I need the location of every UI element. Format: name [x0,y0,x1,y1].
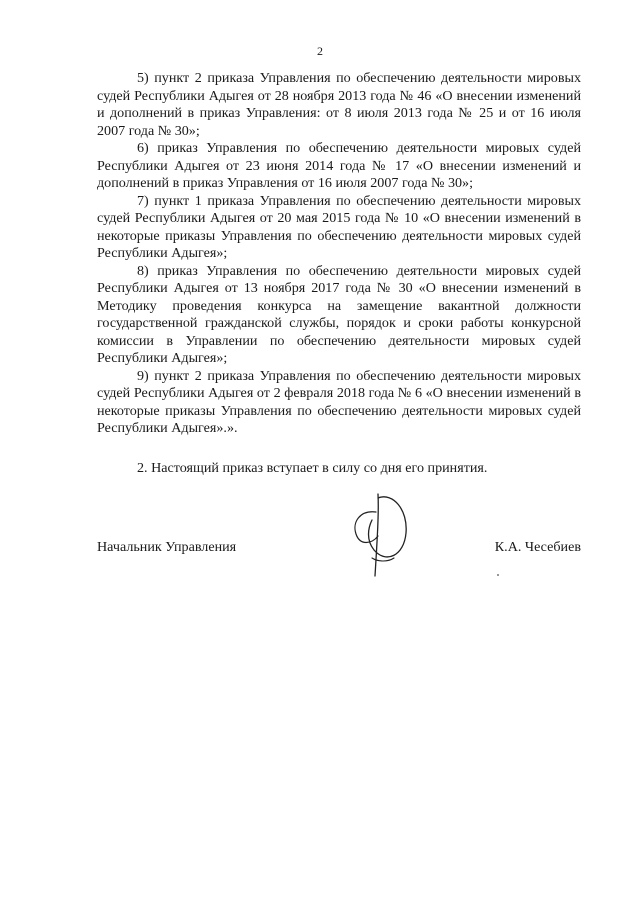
page-number: 2 [317,44,323,58]
paragraph-item-8: 8) приказ Управления по обеспечению деятельности мировых судей Республики Адыгея от 13 ноября 2017 года № 30 «О внесении изменений в Методику проведения конкурса на замещение вакантной должности государственной гражданской службы, порядок и сроки работы конкурсной комиссии в Управлении по обеспечению деятельности мировых судей Республики Адыгея»; [97,262,581,366]
stray-mark [497,574,499,576]
paragraph-item-9: 9) пункт 2 приказа Управления по обеспечению деятельности мировых судей Республики Адыгея от 2 февраля 2018 года № 6 «О внесении изменений в некоторые приказы Управления по обеспечению деятельности мировых судей Республики Адыгея».». [97,367,581,436]
signature-block [97,538,581,558]
paragraph-item-5: 5) пункт 2 приказа Управления по обеспечению деятельности мировых судей Республики Адыгея от 28 ноября 2013 года № 46 «О внесении изменений и дополнений в приказ Управления: от 8 июля 2013 года № 25 и от 16 июля 2007 года № 30»; [97,70,581,139]
handwritten-signature [348,488,412,580]
document-body [97,70,581,477]
signatory-name: К.А. Чесебиев [494,539,581,555]
paragraph-item-7: 7) пункт 1 приказа Управления по обеспечению деятельности мировых судей Республики Адыгея от 20 мая 2015 года № 10 «О внесении изменений в некоторые приказы Управления по обеспечению деятельности мировых судей Республики Адыгея»; [97,192,581,261]
closing-paragraph: 2. Настоящий приказ вступает в силу со дня его принятия. [137,459,488,476]
paragraph-item-6: 6) приказ Управления по обеспечению деятельности мировых судей Республики Адыгея от 23 июня 2014 года № 17 «О внесении изменений и дополнений в приказ Управления от 16 июля 2007 года № 30»; [97,140,581,191]
signatory-position: Начальник Управления [97,539,237,555]
